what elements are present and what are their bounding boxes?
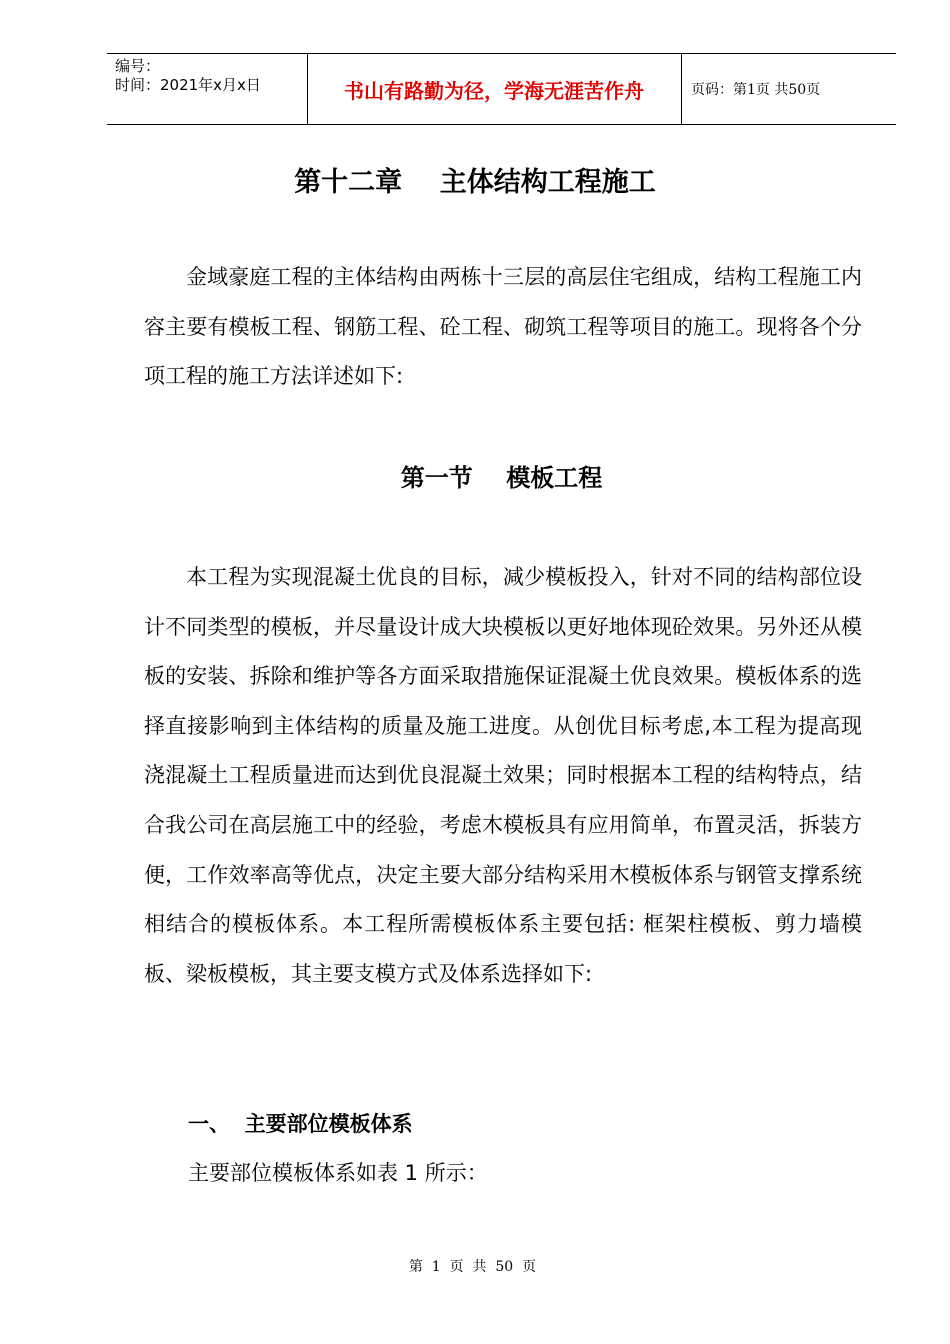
chapter-title: 第十二章 主体结构工程施工 [294, 167, 656, 198]
document-date: 时间：2021年x月x日 [115, 76, 261, 94]
header-page-info: 页码：第1页 共50页 [691, 82, 821, 98]
table-reference-line: 主要部位模板体系如表 1 所示： [188, 1161, 488, 1185]
header-motto: 书山有路勤为径，学海无涯苦作舟 [344, 78, 644, 103]
subsection-title: 一、 主要部位模板体系 [188, 1112, 413, 1136]
header-meta [115, 57, 305, 95]
header-divider-right [681, 54, 682, 124]
page-footer: 第 1 页 共 50 页 [408, 1259, 537, 1275]
section-paragraph: 本工程为实现混凝土优良的目标，减少模板投入，针对不同的结构部位设计不同类型的模板，并尽量设计成大块模板以更好地体现砼效果。另外还从模板的安装、拆除和维护等各方面采取措施保证混凝土优良效果。模板体系的选择直接影响到主体结构的质量及施工进度。从创优目标考虑,本工程为提高现浇混凝土工程质量进而达到优良混凝土效果；同时根据本工程的结构特点，结合我公司在高层施工中的经验，考虑木模板具有应用简单，布置灵活，拆装方便，工作效率高等优点，决定主要大部分结构采用木模板体系与钢管支撑系统相结合的模板体系。本工程所需模板体系主要包括: 框架柱模板、剪力墙模板、梁板模板，其主要支模方式及体系选择如下: [144, 565, 862, 986]
page-header [107, 53, 896, 125]
section-title: 第一节 模板工程 [400, 464, 603, 492]
intro-paragraph: 金域豪庭工程的主体结构由两栋十三层的高层住宅组成，结构工程施工内容主要有模板工程、钢筋工程、砼工程、砌筑工程等项目的施工。现将各个分项工程的施工方法详述如下: [144, 265, 862, 389]
document-number-label: 编号： [115, 57, 161, 75]
